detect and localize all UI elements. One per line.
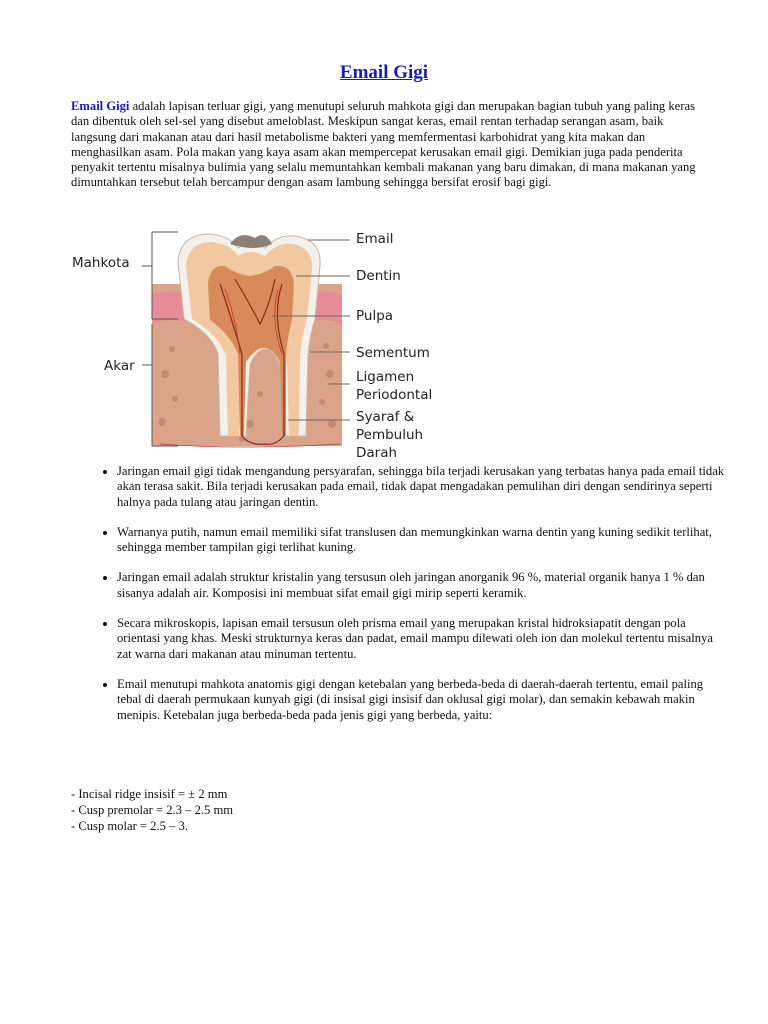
thickness-list [71, 786, 233, 835]
label-mahkota: Mahkota [72, 255, 130, 271]
intro-term: Email Gigi [71, 99, 130, 113]
property-list [90, 464, 727, 738]
label-dentin: Dentin [356, 268, 401, 284]
list-item: • Jaringan email gigi tidak mengandung persyarafan, sehingga bila terjadi kerusakan yang terbatas hanya pada email tidak akan terasa sakit. Bila terjadi kerusakan pada email, tidak dapat mengadakan pemulihan diri dengan sendirinya seperti halnya pada tulang atau jaringan dentin. [117, 464, 727, 510]
label-ligamen-periodontal: Ligamen Periodontal [356, 369, 433, 403]
intro-paragraph [71, 99, 701, 191]
list-item: • Warnanya putih, namun email memiliki sifat translusen dan memungkinkan warna dentin yang kuning sedikit terlihat, sehingga member tampilan gigi terlihat kuning. [117, 525, 727, 556]
label-syaraf-pembuluh-darah: Syaraf & Pembuluh Darah [356, 409, 424, 461]
label-akar: Akar [104, 358, 135, 374]
label-pulpa: Pulpa [356, 308, 394, 324]
thickness-item: - Cusp molar = 2.5 – 3. [71, 819, 188, 834]
page-title: Email Gigi [339, 62, 429, 83]
intro-text: adalah lapisan terluar gigi, yang menutupi seluruh mahkota gigi dan merupakan bagian tubuh yang paling keras dan dibentuk oleh sel-sel yang disebut ameloblast. Meskipun sangat keras, email rentan terhadap serangan asam, baik langsung dari makanan atau dari hasil metabolisme bakteri yang memfermentasi karbohidrat yang kita makan dan menghasilkan asam. Pola makan yang kaya asam akan mempercepat kerusakan email gigi. Demikian juga pada penderita penyakit tertentu misalnya bulimia yang selalu memuntahkan kembali makanan yang baru dimakan, di mana makanan yang dimuntahkan tersebut telah bercampur dengan asam lambung sehingga bersifat erosif bagi gigi. [71, 99, 696, 190]
label-email: Email [356, 231, 394, 247]
list-item: • Secara mikroskopis, lapisan email tersusun oleh prisma email yang merupakan kristal hidroksiapatit dengan pola orientasi yang khas. Meski strukturnya keras dan padat, email mampu dilewati oleh ion dan molekul tertentu misalnya zat warna dari makanan atau minuman tertentu. [117, 616, 727, 662]
list-item: • Jaringan email adalah struktur kristalin yang tersusun oleh jaringan anorganik 96 %, material organik hanya 1 % dan sisanya adalah air. Komposisi ini membuat sifat email gigi mirip seperti keramik. [117, 570, 727, 601]
thickness-item: - Cusp premolar = 2.3 – 2.5 mm [71, 803, 234, 818]
tooth-anatomy-figure [60, 224, 480, 464]
thickness-item: - Incisal ridge insisif = ± 2 mm [71, 787, 228, 801]
list-item: • Email menutupi mahkota anatomis gigi dengan ketebalan yang berbeda-beda di daerah-daerah tertentu, email paling tebal di daerah permukaan kunyah gigi (di insisal gigi insisif dan oklusal gigi molar), dan semakin kebawah makin menipis. Ketebalan juga berbeda-beda pada jenis gigi yang berbeda, yaitu: [117, 677, 727, 723]
label-sementum: Sementum [356, 345, 430, 361]
